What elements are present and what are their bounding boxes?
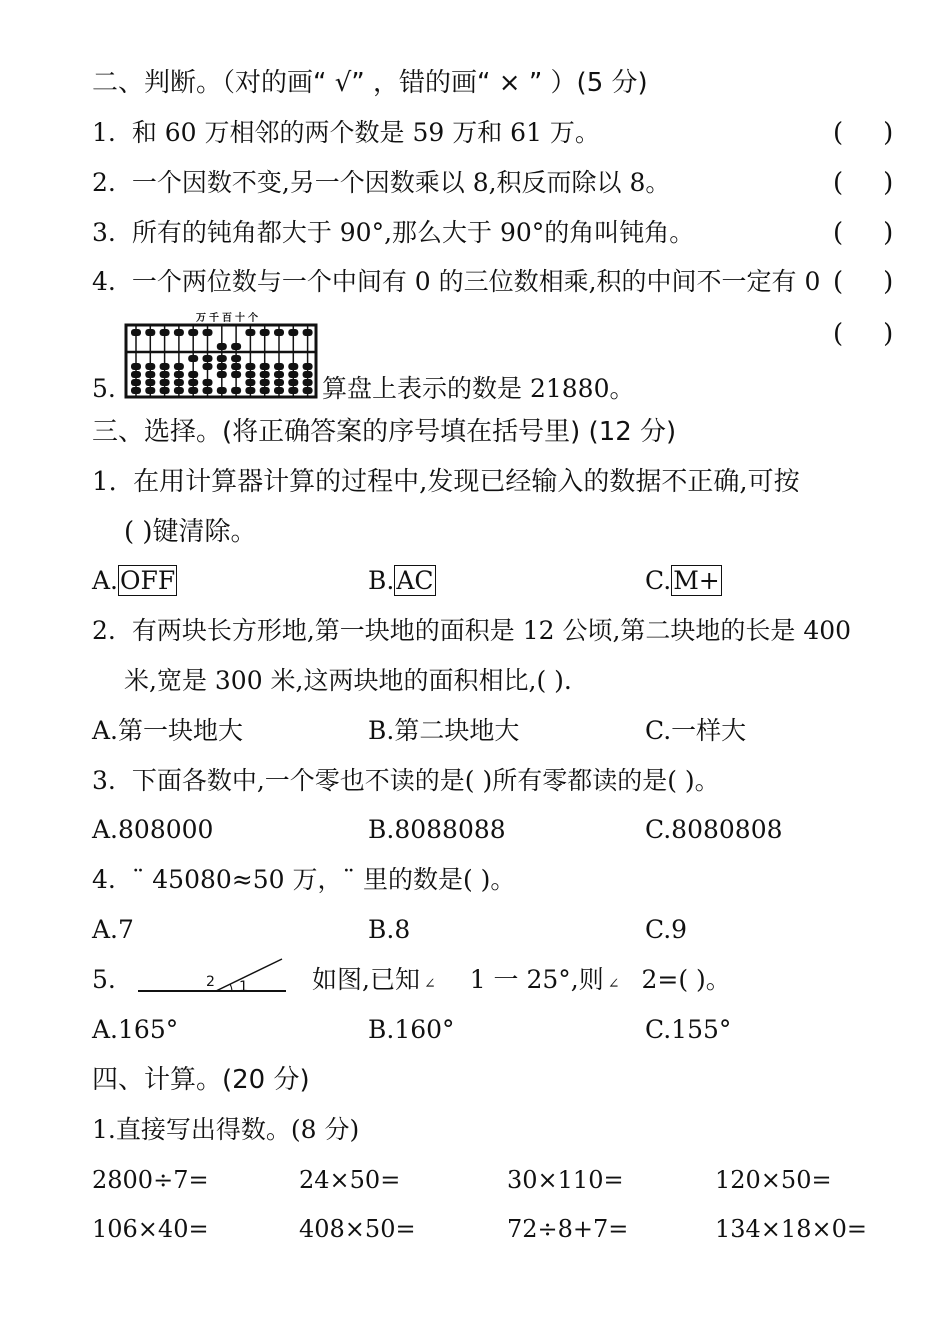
item-number: 3.	[92, 218, 116, 247]
abacus-bead	[245, 371, 255, 378]
choice-q2-line1	[92, 614, 851, 648]
item-text: 有两块长方形地,第一块地的面积是 12 公顷,第二块地的长是 400	[131, 616, 852, 645]
section4-sub1: 1.直接写出得数。(8 分)	[92, 1115, 360, 1144]
calc-item: 408×50=	[299, 1215, 416, 1243]
angle-figure	[136, 955, 288, 995]
judge-item-3	[92, 216, 694, 250]
q2-option-a[interactable]: A.第一块地大	[92, 716, 244, 745]
calc-item: 72÷8+7=	[507, 1215, 629, 1243]
calc-item: 134×18×0=	[715, 1215, 867, 1243]
abacus-bead	[274, 387, 284, 394]
abacus-bead	[245, 379, 255, 386]
item-text: 一个两位数与一个中间有 0 的三位数相乘,积的中间不一定有 0	[131, 267, 821, 296]
abacus-bead	[145, 379, 155, 386]
abacus-bead	[217, 371, 227, 378]
abacus-bead	[260, 387, 270, 394]
abacus-bead	[160, 363, 170, 370]
item-number: 4.	[92, 267, 116, 296]
judge-item-2	[92, 166, 670, 200]
abacus-bead	[188, 355, 198, 362]
q5-option-b[interactable]: B.160°	[368, 1015, 455, 1044]
item-text: ¨ 45080≈50 万，¨ 里的数是( )。	[131, 865, 516, 894]
answer-paren-5[interactable]: ( )	[833, 319, 894, 349]
choice-q5-text	[312, 963, 731, 1001]
angle-label-1: 1	[239, 979, 248, 995]
item-number: 2.	[92, 616, 116, 645]
q5-text-part-a: 如图,已知	[312, 965, 420, 994]
q5-option-c[interactable]: C.155°	[645, 1015, 732, 1044]
abacus-bead	[145, 363, 155, 370]
abacus-bead	[145, 329, 155, 336]
section3-heading: 三、选择。(将正确答案的序号填在括号里) (12 分)	[92, 417, 677, 447]
abacus-bead	[160, 379, 170, 386]
abacus-bead	[288, 387, 298, 394]
abacus-bead	[174, 329, 184, 336]
angle-label-2: 2	[206, 974, 215, 990]
abacus-bead	[188, 329, 198, 336]
abacus-bead	[188, 371, 198, 378]
q5-option-a[interactable]: A.165°	[92, 1015, 179, 1044]
answer-paren-4[interactable]: ( )	[833, 267, 894, 297]
abacus-bead	[145, 371, 155, 378]
answer-paren-3[interactable]: ( )	[833, 218, 894, 248]
abacus-bead	[131, 387, 141, 394]
q2-option-c[interactable]: C.一样大	[645, 716, 747, 745]
abacus-bead	[231, 355, 241, 362]
angle-symbol: ∠	[423, 976, 436, 992]
q1-option-c[interactable]: C.M+	[645, 566, 720, 595]
q4-option-c[interactable]: C.9	[645, 915, 688, 944]
abacus-bead	[217, 355, 227, 362]
section2-heading: 二、判断。（对的画“ √” ，错的画“ × ” ）(5 分)	[92, 68, 648, 98]
answer-paren-1[interactable]: ( )	[833, 118, 894, 148]
abacus-bead	[217, 343, 227, 350]
abacus-bead	[260, 379, 270, 386]
abacus-bead	[131, 363, 141, 370]
choice-q4-line1	[92, 863, 515, 897]
abacus-bead	[245, 329, 255, 336]
calc-item: 30×110=	[507, 1166, 624, 1194]
abacus-bead	[260, 329, 270, 336]
abacus-bead	[145, 387, 155, 394]
item-text: 在用计算器计算的过程中,发现已经输入的数据不正确,可按	[133, 467, 800, 497]
q3-option-a[interactable]: A.808000	[92, 815, 214, 844]
item-number: 1.	[92, 118, 116, 147]
abacus-bead	[203, 363, 213, 370]
abacus-bead	[231, 371, 241, 378]
q4-option-b[interactable]: B.8	[368, 915, 411, 944]
choice-q1-line1	[92, 465, 800, 499]
abacus-bead	[303, 363, 313, 370]
choice-q1-line2: ( )键清除。	[124, 517, 257, 547]
abacus-bead	[288, 329, 298, 336]
judge-item-5-number: 5.	[92, 374, 116, 403]
abacus-bead	[274, 329, 284, 336]
abacus-bead	[174, 363, 184, 370]
item-text: 所有的钝角都大于 90°,那么大于 90°的角叫钝角。	[131, 218, 695, 247]
item-number: 3.	[92, 766, 116, 795]
abacus-bead	[174, 371, 184, 378]
abacus-bead	[203, 355, 213, 362]
abacus-bead	[231, 343, 241, 350]
answer-paren-2[interactable]: ( )	[833, 168, 894, 198]
abacus-bead	[188, 379, 198, 386]
item-text: 一个因数不变,另一个因数乘以 8,积反而除以 8。	[131, 168, 671, 197]
q1-option-b[interactable]: B.AC	[368, 566, 434, 595]
abacus-bead	[174, 387, 184, 394]
abacus-bead	[160, 387, 170, 394]
abacus-bead	[303, 379, 313, 386]
abacus-bead	[303, 329, 313, 336]
abacus-bead	[288, 363, 298, 370]
choice-q5-number: 5.	[92, 965, 116, 994]
abacus-bead	[217, 387, 227, 394]
angle-symbol: ∠	[607, 976, 620, 992]
item-number: 2.	[92, 168, 116, 197]
abacus-bead	[231, 363, 241, 370]
calc-item: 106×40=	[92, 1215, 209, 1243]
calc-item: 24×50=	[299, 1166, 401, 1194]
calc-item: 2800÷7=	[92, 1166, 209, 1194]
q5-text-part-b: 1 一 25°,则	[469, 965, 604, 994]
judge-item-1	[92, 116, 600, 150]
item-text: 和 60 万相邻的两个数是 59 万和 61 万。	[131, 118, 600, 147]
abacus-bead	[303, 387, 313, 394]
judge-item-4	[92, 265, 820, 299]
abacus-bead	[160, 371, 170, 378]
abacus-bead	[188, 387, 198, 394]
abacus-bead	[260, 371, 270, 378]
abacus-bead	[203, 387, 213, 394]
calculator-key-mplus: M+	[673, 566, 720, 595]
section4-heading: 四、计算。(20 分)	[92, 1065, 310, 1095]
abacus-bead	[303, 371, 313, 378]
abacus-bead	[217, 363, 227, 370]
abacus-bead	[274, 379, 284, 386]
abacus-bead	[260, 363, 270, 370]
calculator-key-off: OFF	[120, 566, 176, 595]
abacus-bead	[288, 379, 298, 386]
judge-item-5-text: 算盘上表示的数是 21880。	[322, 374, 635, 403]
q3-option-c[interactable]: C.8080808	[645, 815, 783, 844]
q3-option-b[interactable]: B.8088088	[368, 815, 506, 844]
abacus-bead	[131, 371, 141, 378]
abacus-figure	[124, 309, 320, 399]
calculator-key-ac: AC	[396, 566, 434, 595]
choice-q2-line2: 米,宽是 300 米,这两块地的面积相比,( ).	[124, 666, 572, 695]
abacus-bead	[231, 387, 241, 394]
q4-option-a[interactable]: A.7	[92, 915, 134, 944]
choice-q3-line1	[92, 764, 720, 798]
abacus-bead	[203, 329, 213, 336]
item-text: 下面各数中,一个零也不读的是( )所有零都读的是( )。	[131, 766, 720, 795]
abacus-bead	[274, 371, 284, 378]
abacus-place-labels: 万千百十个	[196, 313, 261, 324]
abacus-bead	[288, 371, 298, 378]
abacus-bead	[131, 379, 141, 386]
abacus-bead	[203, 379, 213, 386]
q2-option-b[interactable]: B.第二块地大	[368, 716, 520, 745]
q5-text-part-c: 2=( )。	[641, 965, 731, 994]
calc-item: 120×50=	[715, 1166, 832, 1194]
abacus-bead	[245, 387, 255, 394]
q1-option-a[interactable]: A.OFF	[92, 566, 176, 595]
abacus-bead	[174, 379, 184, 386]
abacus-bead	[245, 363, 255, 370]
abacus-bead	[274, 363, 284, 370]
abacus-bead	[160, 329, 170, 336]
abacus-bead	[131, 329, 141, 336]
item-number: 1.	[92, 467, 117, 497]
item-number: 4.	[92, 865, 116, 894]
